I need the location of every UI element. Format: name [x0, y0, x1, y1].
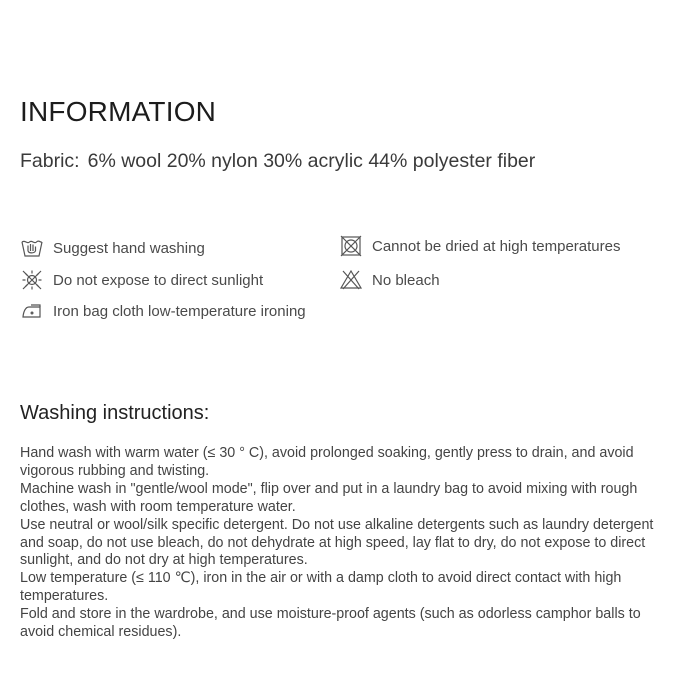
hand-wash-icon	[20, 236, 44, 260]
care-item-hand-wash	[20, 236, 205, 260]
fabric-composition: 6% wool 20% nylon 30% acrylic 44% polyester fiber	[87, 150, 536, 172]
washing-instructions-body	[20, 445, 675, 642]
care-label-hand-wash: Suggest hand washing	[53, 239, 205, 257]
instruction-hand-wash: Hand wash with warm water (≤ 30 ° C), avoid prolonged soaking, gently press to drain, and avoid vigorous rubbing and twisting.	[20, 445, 634, 479]
care-item-no-tumble	[339, 234, 621, 258]
care-label-no-tumble: Cannot be dried at high temperatures	[372, 237, 621, 255]
instruction-detergent: Use neutral or wool/silk specific detergent. Do not use alkaline detergents such as laundry detergent and soap, do not use bleach, do not dehydrate at high speed, lay flat to dry, do not expose to direct sunlight, and do not dry at high temperatures.	[20, 516, 654, 569]
care-label-iron: Iron bag cloth low-temperature ironing	[53, 302, 306, 320]
care-label-no-bleach: No bleach	[372, 271, 440, 289]
no-direct-sunlight-icon	[20, 268, 44, 292]
care-item-iron	[20, 299, 306, 323]
instruction-ironing: Low temperature (≤ 110 ℃), iron in the air or with a damp cloth to avoid direct contact with high temperatures.	[20, 570, 622, 605]
no-bleach-icon	[339, 268, 363, 292]
instruction-machine-wash: Machine wash in "gentle/wool mode", flip over and put in a laundry bag to avoid mixing with rough clothes, wash with room temperature water.	[20, 480, 638, 515]
iron-low-temp-icon	[20, 299, 44, 323]
fabric-label: Fabric:	[20, 150, 80, 172]
no-tumble-dry-icon	[339, 234, 363, 258]
washing-instructions-title: Washing instructions:	[20, 402, 210, 424]
instruction-storage: Fold and store in the wardrobe, and use moisture-proof agents (such as odorless camphor balls to avoid chemical residues).	[20, 606, 641, 641]
care-label-no-sun: Do not expose to direct sunlight	[53, 271, 264, 289]
care-item-no-bleach	[339, 268, 440, 292]
fabric-line	[20, 150, 535, 173]
care-item-no-sun	[20, 268, 263, 292]
information-heading: INFORMATION	[20, 96, 217, 127]
